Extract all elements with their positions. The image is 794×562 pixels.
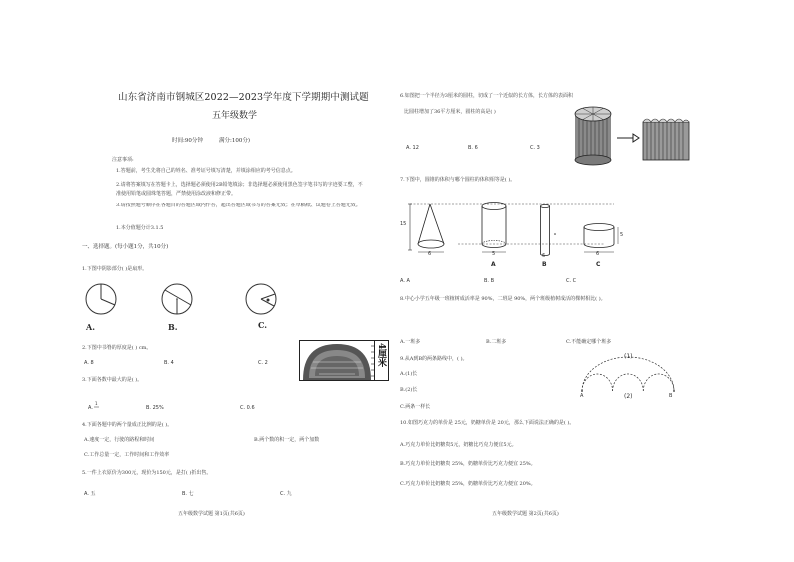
q1-label-c: C.	[258, 320, 268, 330]
right-page-footer: 五年级数学试题 第2页(共6页)	[492, 511, 559, 517]
q7-dim-b-diameter: 6	[542, 253, 546, 259]
q7-label-a: A	[491, 261, 496, 268]
q7-label-c: C	[596, 261, 601, 268]
question-1: 1.下图中阴影部分( )是扇形。	[82, 266, 148, 272]
q10-option-a: A.巧克力单价比奶糖贵5元，奶糖比巧克力便宜5元。	[400, 442, 517, 448]
score-info: 满分:100分)	[219, 138, 250, 144]
q9-label-route-2: (2)	[624, 393, 633, 400]
q3-option-a: A.	[88, 405, 93, 411]
ruler-label: 4厘米	[376, 343, 386, 368]
q4-option-a: A.速度一定，行驶的路程和时间	[84, 437, 155, 443]
q7-option-c: C. C	[566, 278, 577, 284]
q9-label-a: A	[580, 393, 584, 399]
q7-dim-c-height: 5	[620, 232, 624, 238]
q9-option-c: C.两条一样长	[400, 404, 431, 410]
question-9: 9.从A到B的两条路线中，( )。	[400, 356, 468, 362]
q1-label-a: A.	[86, 322, 95, 332]
q7-label-b: B	[542, 261, 547, 268]
question-2: 2.下图中书脊的厚度是( ) cm。	[82, 345, 152, 351]
q7-option-a: A. A	[400, 278, 410, 284]
q9-option-b: B.(2)长	[400, 387, 418, 393]
question-7: 7.下图中，圆锥的体积与哪个圆柱的体积相等是( )。	[400, 177, 516, 183]
q5-option-a: A. 五	[84, 491, 96, 497]
question-10: 10.如图巧克力的单价是 25元，奶糖单价是 20元，那么下面说法正确的是( )。	[400, 420, 575, 426]
question-6-line-1: 6.如图把一个半径为3厘米的圆柱，切成了一个近似的长方体，长方体的表面积	[400, 93, 573, 99]
q4-option-b: B.两个数的积一定，两个加数	[254, 437, 320, 443]
q3-fraction-mark	[94, 400, 100, 414]
q1-figure-b	[160, 281, 194, 317]
q3-option-b: B. 25%	[146, 405, 164, 411]
left-page-footer: 五年级数学试题 第1页(共6页)	[178, 511, 245, 517]
q7-solids-figure	[404, 198, 624, 270]
exam-title: 山东省济南市钢城区2022—2023学年度下学期期中测试题	[118, 92, 369, 103]
q7-dim-cone-diameter: 6	[428, 251, 432, 257]
q6-option-a: A. 12	[406, 145, 419, 151]
q7-dim-a-diameter: 5	[492, 251, 496, 257]
q1-label-b: B.	[168, 322, 178, 332]
q8-option-a: A.一班多	[400, 339, 421, 345]
q2-option-c: C. 2	[258, 360, 268, 366]
q1-figure-c	[244, 281, 278, 317]
q9-option-a: A.(1)长	[400, 371, 418, 377]
q9-label-b: B	[669, 393, 673, 399]
q2-option-b: B. 4	[164, 360, 174, 366]
q8-option-c: C.不能确定哪个班多	[566, 339, 612, 345]
q3-option-c: C. 0.6	[240, 405, 255, 411]
section-note: 1.本分值题分计3.1.5	[116, 225, 164, 231]
question-4: 4.下面各题中的两个量成正比例的是( )。	[82, 422, 173, 428]
q7-dim-cone-height: 15	[400, 221, 407, 227]
q6-option-c: C. 3	[530, 145, 540, 151]
question-6-line-2: 比圆柱增加了36平方厘米，圆柱的高是( )	[404, 109, 496, 115]
q7-dim-c-diameter: 6	[596, 251, 600, 257]
cylinder-cut-figure	[573, 106, 693, 166]
q8-option-b: B.二班多	[486, 339, 507, 345]
q5-option-b: B. 七	[182, 491, 194, 497]
time-info: 时间:90分钟	[172, 138, 203, 144]
q7-option-b: B. B	[484, 278, 495, 284]
question-3: 3.下面各数中最大的是( )。	[82, 377, 143, 383]
question-5: 5.一件上衣原价为300元，现价为150元，是打( )折出售。	[82, 470, 212, 476]
q10-option-c: C.巧克力单价比奶糖贵 25%，奶糖单价比巧克力便宜 20%。	[400, 481, 536, 487]
q6-option-b: B. 6	[468, 145, 478, 151]
svg-text:1: 1	[95, 401, 98, 406]
note-3: 3.请按照题号顺序在各题目的答题区域内作答，超出答题区域书写的答案无效；在草稿纸、试题卷上答题无效。	[116, 203, 361, 208]
q5-option-c: C. 九	[280, 491, 292, 497]
question-8: 8.中心小学五年级一班植树成活率是 90%，二班是 90%，两个班级植树成活的棵树相比( )。	[400, 296, 606, 302]
note-2: 2.请将答案填写在答题卡上，选择题必须使用2B铅笔填涂；非选择题必须使用黑色签字笔书写的字迹要工整，不准使用铅笔或圆珠笔答题，严禁使用涂改液和修正带。	[116, 182, 363, 197]
note-1: 1.答题前，考生先将自己的姓名、准考证号填写清楚，并填涂相应的考号信息点。	[116, 168, 296, 174]
q2-option-a: A. 8	[84, 360, 94, 366]
q1-figure-a	[84, 281, 118, 317]
q10-option-b: B.巧克力单价比奶糖贵 25%，奶糖单价比巧克力便宜 25%。	[400, 461, 536, 467]
q4-option-c: C.工作总量一定，工作时间和工作效率	[84, 452, 170, 458]
section-one-heading: 一、选择题。(每小题1分，共10分)	[82, 244, 169, 250]
exam-subtitle: 五年级数学	[212, 111, 258, 121]
q9-label-route-1: (1)	[624, 353, 633, 360]
notes-header: 注意事项:	[112, 157, 134, 163]
